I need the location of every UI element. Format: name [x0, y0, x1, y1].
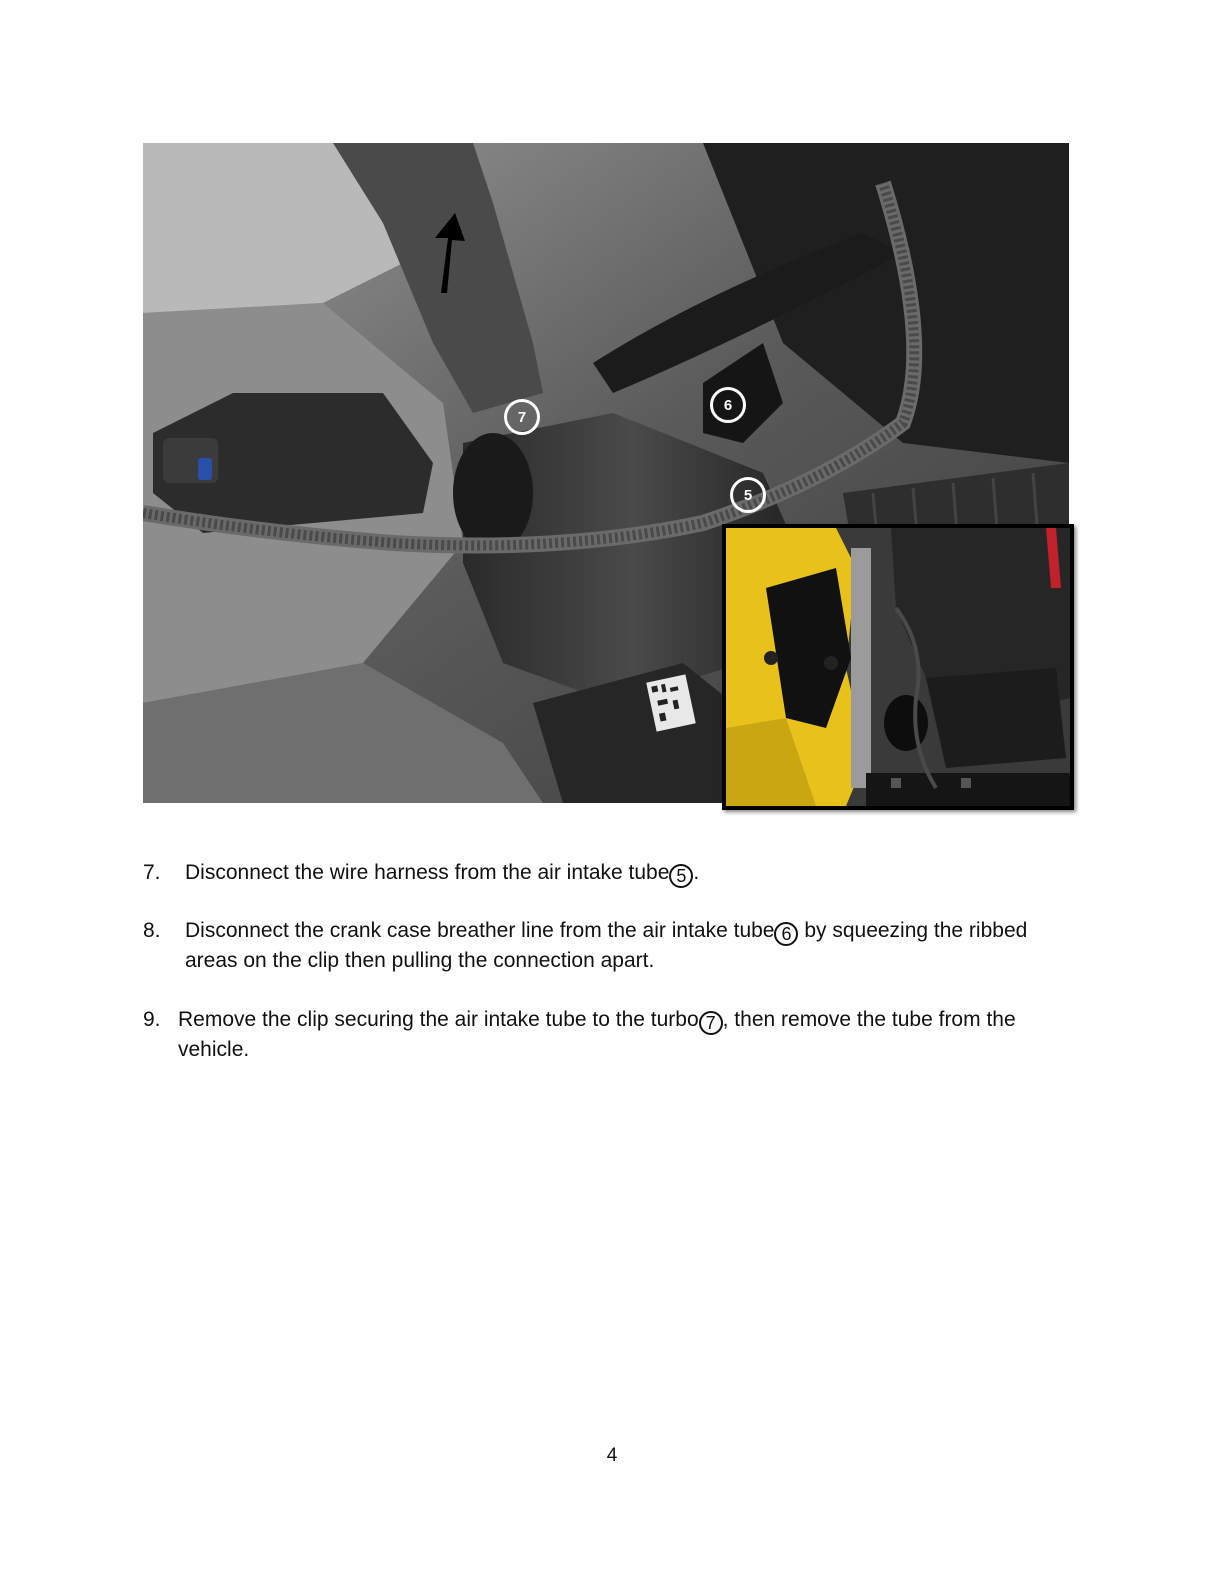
step-number: 8.: [143, 919, 161, 942]
step-8: [143, 916, 1073, 975]
step-text-before: Remove the clip securing the air intake tube to the turbo: [178, 1008, 699, 1031]
inset-illustration: [726, 528, 1070, 806]
inset-photo: [722, 524, 1074, 810]
step-text-after: , then remove the tube from the vehicle.: [178, 1008, 1016, 1061]
step-number: 9.: [143, 1008, 161, 1031]
step-text-after: by squeezing the ribbed areas on the clip then pulling the connection apart.: [185, 919, 1028, 972]
callout-6: 6: [710, 387, 746, 423]
step-text: [185, 858, 1073, 888]
step-text-before: Disconnect the crank case breather line from the air intake tube: [185, 919, 775, 942]
step-circled-reference: 6: [774, 922, 798, 946]
step-9: [143, 1005, 1073, 1064]
callout-7: 7: [504, 399, 540, 435]
step-7: [143, 858, 1073, 888]
page-number: 4: [606, 1445, 618, 1466]
step-circled-reference: 7: [699, 1011, 723, 1035]
callout-5: 5: [730, 477, 766, 513]
step-text-after: .: [693, 861, 700, 884]
step-text-before: Disconnect the wire harness from the air intake tube: [185, 861, 670, 884]
step-text: [178, 1005, 1073, 1064]
step-text: [185, 916, 1073, 975]
step-number: 7.: [143, 861, 161, 884]
step-circled-reference: 5: [669, 864, 693, 888]
